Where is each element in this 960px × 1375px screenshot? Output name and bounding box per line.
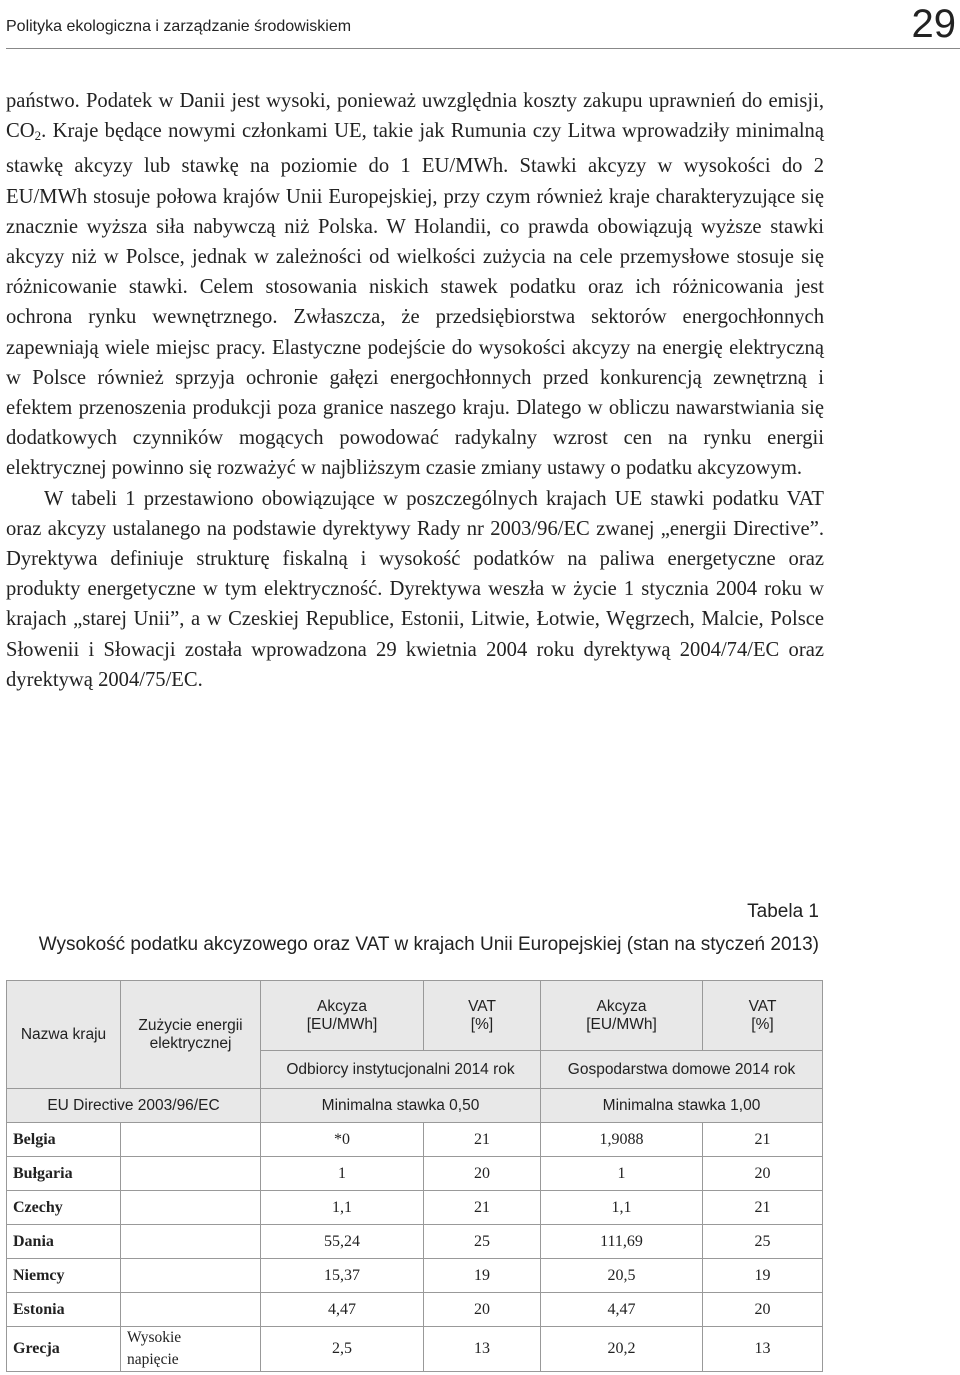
cell-vat-institutional: 19 [424, 1259, 541, 1293]
cell-country: Niemcy [7, 1259, 121, 1293]
cell-excise-institutional: *0 [261, 1123, 424, 1157]
cell-vat-household: 20 [703, 1157, 823, 1191]
cell-excise-institutional: 55,24 [261, 1225, 424, 1259]
header-vat-inst-line2: [%] [470, 1015, 494, 1033]
cell-usage [121, 1123, 261, 1157]
cell-excise-institutional: 4,47 [261, 1293, 424, 1327]
cell-vat-household: 25 [703, 1225, 823, 1259]
cell-vat-household: 13 [703, 1327, 823, 1372]
header-excise-house-line2: [EU/MWh] [586, 1015, 657, 1033]
table-row [7, 1327, 823, 1372]
cell-excise-institutional: 1 [261, 1157, 424, 1191]
table-row [7, 1259, 823, 1293]
table-row [7, 1191, 823, 1225]
header-excise-inst-line2: [EU/MWh] [306, 1015, 378, 1033]
paragraph-1-start: państwo. Podatek w Danii jest wysoki, ponieważ uwzględnia koszty zakupu uprawnień do emisji, CO [6, 90, 824, 143]
header-vat-house-line1: VAT [748, 997, 777, 1015]
cell-excise-household: 1,1 [541, 1191, 703, 1225]
header-vat-house-line2: [%] [751, 1015, 774, 1033]
paragraph-2: W tabeli 1 przestawiono obowiązujące w poszczególnych krajach UE stawki podatku VAT oraz akcyzy ustalanego na podstawie dyrektywy Rady nr 2003/96/EC zwanej „energii Directive”. Dyrektywa definiuje strukturę fiskalną i wysokość podatków na paliwa energetyczne oraz produkty energetyczne w tym elektryczność. Dyrektywa weszła w życie 1 stycznia 2004 roku w krajach „starej Unii”, a w Czeskiej Republice, Estonii, Litwie, Łotwie, Węgrzech, Malcie, Polsce Słowenii i Słowacji została wprowadzona 29 kwietnia 2004 roku dyrektywą 2004/74/EC oraz dyrektywą 2004/75/EC. [6, 487, 824, 691]
directive-min-household: Minimalna stawka 1,00 [541, 1089, 823, 1123]
running-header [6, 0, 960, 49]
table-row [7, 1225, 823, 1259]
cell-vat-institutional: 20 [424, 1293, 541, 1327]
header-group-household: Gospodarstwa domowe 2014 rok [541, 1051, 823, 1089]
cell-excise-household: 1 [541, 1157, 703, 1191]
cell-usage [121, 1259, 261, 1293]
page-number: 29 [911, 2, 956, 46]
table-title: Wysokość podatku akcyzowego oraz VAT w krajach Unii Europejskiej (stan na styczeń 2013) [38, 934, 819, 955]
cell-vat-household: 20 [703, 1293, 823, 1327]
cell-usage [121, 1327, 261, 1372]
header-usage-line1: Zużycie energii [138, 1016, 243, 1034]
cell-country: Czechy [7, 1191, 121, 1225]
cell-country: Dania [7, 1225, 121, 1259]
cell-excise-institutional: 2,5 [261, 1327, 424, 1372]
header-usage-line2: elektrycznej [149, 1034, 232, 1052]
cell-excise-institutional: 1,1 [261, 1191, 424, 1225]
cell-country: Bułgaria [7, 1157, 121, 1191]
table-row [7, 1157, 823, 1191]
header-group-institutional: Odbiorcy instytucjonalni 2014 rok [261, 1051, 541, 1089]
cell-excise-household: 1,9088 [541, 1123, 703, 1157]
cell-excise-household: 4,47 [541, 1293, 703, 1327]
cell-vat-institutional: 20 [424, 1157, 541, 1191]
directive-label: EU Directive 2003/96/EC [7, 1089, 261, 1123]
cell-usage [121, 1293, 261, 1327]
cell-vat-institutional: 13 [424, 1327, 541, 1372]
cell-vat-household: 21 [703, 1191, 823, 1225]
body-text [6, 86, 824, 695]
cell-country: Belgia [7, 1123, 121, 1157]
cell-country: Estonia [7, 1293, 121, 1327]
cell-country: Grecja [7, 1327, 121, 1372]
directive-min-institutional: Minimalna stawka 0,50 [261, 1089, 541, 1123]
paragraph-1 [6, 86, 824, 484]
header-excise-house [541, 981, 703, 1051]
table-row [7, 1123, 823, 1157]
cell-excise-institutional: 15,37 [261, 1259, 424, 1293]
table-body [7, 1123, 823, 1372]
cell-excise-household: 111,69 [541, 1225, 703, 1259]
cell-usage [121, 1225, 261, 1259]
cell-usage [121, 1191, 261, 1225]
cell-vat-household: 21 [703, 1123, 823, 1157]
table-label: Tabela 1 [747, 901, 819, 922]
table-row [7, 1293, 823, 1327]
cell-vat-institutional: 21 [424, 1191, 541, 1225]
cell-excise-household: 20,5 [541, 1259, 703, 1293]
header-excise-inst [261, 981, 424, 1051]
header-vat-house [703, 981, 823, 1051]
cell-vat-institutional: 25 [424, 1225, 541, 1259]
subscript-2: 2 [34, 128, 42, 144]
cell-vat-institutional: 21 [424, 1123, 541, 1157]
cell-usage [121, 1157, 261, 1191]
excise-vat-table [6, 980, 823, 1372]
header-vat-inst [424, 981, 541, 1051]
header-vat-inst-line1: VAT [468, 997, 496, 1015]
cell-vat-household: 19 [703, 1259, 823, 1293]
cell-usage-line2: napięcie [127, 1351, 179, 1368]
running-title: Polityka ekologiczna i zarządzanie środowiskiem [6, 18, 352, 35]
header-excise-inst-line1: Akcyza [317, 997, 367, 1015]
cell-excise-household: 20,2 [541, 1327, 703, 1372]
header-country: Nazwa kraju [7, 981, 121, 1089]
header-usage [121, 981, 261, 1089]
paragraph-1-rest: . Kraje będące nowymi członkami UE, takie jak Rumunia czy Litwa wprowadziły minimalną stawkę akcyzy lub stawkę na poziomie do 1 EU/MWh. Stawki akcyzy w wysokości do 2 EU/MWh stosuje połowa krajów Unii Europejskiej, przy czym również kraje charakteryzujące się znacznie wyższa siła nabywczą niż Polska. W Holandii, co prawda obowiązują wyższe stawki akcyzy niż w Polsce, jednak w zależności od wielkości zużycia na cele przemysłowe stosuje się różnicowanie stawki. Celem stosowania niskich stawek podatku oraz ich różnicowania jest ochrona rynku wewnętrznego. Zwłaszcza, że przedsiębiorstwa sektorów energochłonnych zapewniają wiele miejsc pracy. Elastyczne podejście do wysokości akcyzy na energię elektryczną w Polsce również sprzyja ochronie gałęzi energochłonnych przed konkurencją zewnętrzną i efektem przenoszenia produkcji poza granice naszego kraju. Dlatego w obliczu nawarstwiania się dodatkowych czynników mogących powodować radykalny wzrost cen na rynku energii elektrycznej powinno się rozważyć w najbliższym czasie zmiany ustawy o podatku akcyzowym. [6, 120, 824, 480]
cell-usage-line1: Wysokie [127, 1329, 182, 1346]
header-excise-house-line1: Akcyza [596, 997, 647, 1015]
